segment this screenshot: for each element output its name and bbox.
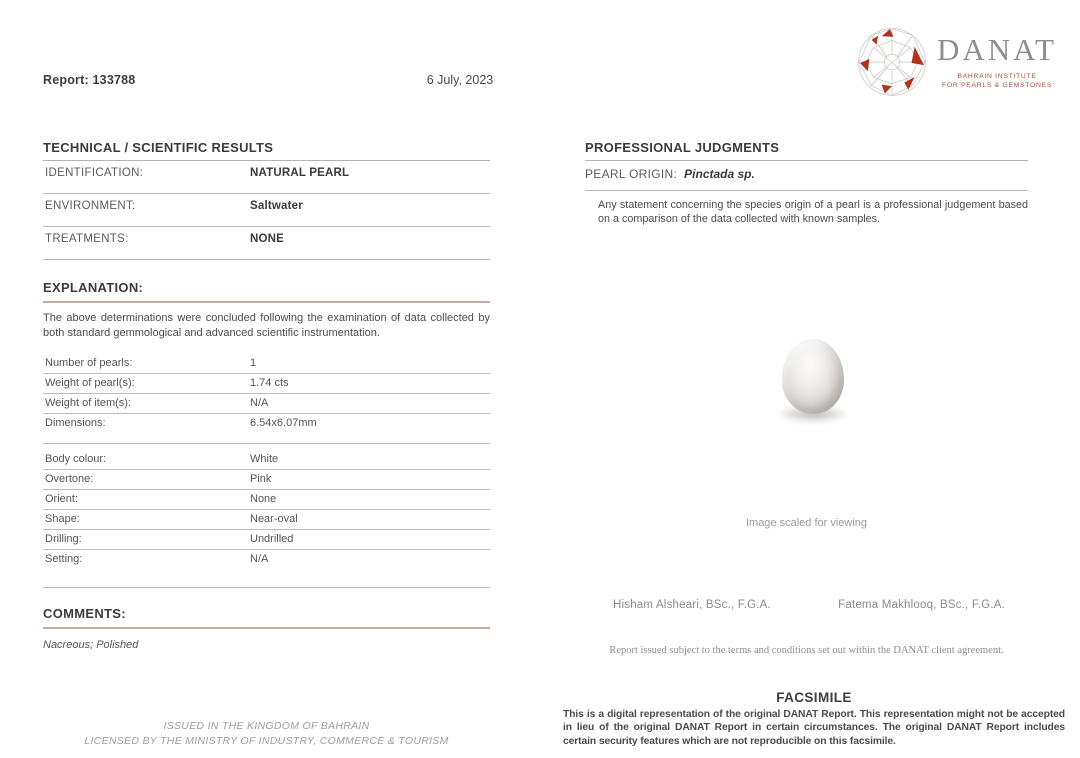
facsimile-title: FACSIMILE xyxy=(776,690,852,705)
table-row xyxy=(43,354,490,374)
danat-emblem-icon xyxy=(856,26,928,98)
brand-subtitle-line1: BAHRAIN INSTITUTE xyxy=(957,72,1037,80)
table-row-environment xyxy=(43,194,490,227)
table-row xyxy=(43,470,490,490)
row-label: ENVIRONMENT: xyxy=(45,200,136,212)
table-row xyxy=(43,490,490,510)
signature-right: Fatema Makhlooq, BSc., F.G.A. xyxy=(838,599,1005,611)
terms-statement: Report issued subject to the terms and conditions set out within the DANAT client agreement. xyxy=(609,645,1004,656)
row-label: Overtone: xyxy=(45,473,94,486)
technical-section-title: TECHNICAL / SCIENTIFIC RESULTS xyxy=(43,140,490,161)
table-row xyxy=(43,374,490,394)
explanation-title: EXPLANATION: xyxy=(43,280,490,303)
pearl-origin-value: Pinctada sp. xyxy=(684,167,755,181)
row-value: White xyxy=(250,453,279,466)
report-date: 6 July, 2023 xyxy=(426,73,494,87)
issued-statement xyxy=(43,719,490,749)
signature-row xyxy=(585,599,1028,611)
professional-judgments-column xyxy=(585,140,1028,226)
danat-logo xyxy=(856,26,1057,98)
row-label: TREATMENTS: xyxy=(45,233,129,245)
table-row xyxy=(43,530,490,550)
issued-line1: ISSUED IN THE KINGDOM OF BAHRAIN xyxy=(163,720,370,732)
properties-table-appearance xyxy=(43,450,490,588)
facsimile-text: This is a digital representation of the original DANAT Report. This representation might not be accepted in lieu of the original DANAT Report in certain circumstances. The original DANAT Report includes certain security features which are not reproducible on this facsimile. xyxy=(563,709,1065,747)
row-value: 1.74 cts xyxy=(250,377,289,390)
row-label: Weight of item(s): xyxy=(45,397,131,410)
judgments-section-title: PROFESSIONAL JUDGMENTS xyxy=(585,140,1028,161)
row-value: N/A xyxy=(250,553,269,566)
row-value: Pink xyxy=(250,473,272,486)
technical-results-column xyxy=(43,140,490,651)
row-value: Saltwater xyxy=(250,200,303,212)
table-row-identification xyxy=(43,161,490,194)
row-label: Setting: xyxy=(45,553,83,566)
explanation-text: The above determinations were concluded following the examination of data collected by both standard gemmological and advanced scientific instrumentation. xyxy=(43,312,490,339)
table-row xyxy=(43,414,490,444)
properties-table-measurements xyxy=(43,354,490,444)
signature-left: Hisham Alsheari, BSc., F.G.A. xyxy=(613,599,771,611)
report-number: Report: 133788 xyxy=(43,73,136,87)
row-label: Dimensions: xyxy=(45,417,106,430)
row-label: IDENTIFICATION: xyxy=(45,167,144,179)
table-row xyxy=(43,394,490,414)
row-label: Orient: xyxy=(45,493,79,506)
row-value: Near-oval xyxy=(250,513,298,526)
row-label: Body colour: xyxy=(45,453,107,466)
comments-text: Nacreous; Polished xyxy=(43,639,139,652)
row-label: Weight of pearl(s): xyxy=(45,377,135,390)
brand-text xyxy=(937,33,1057,90)
row-label: Number of pearls: xyxy=(45,357,133,370)
table-row-treatments xyxy=(43,227,490,260)
comments-title: COMMENTS: xyxy=(43,606,490,629)
table-row xyxy=(43,510,490,530)
row-label: Shape: xyxy=(45,513,80,526)
table-row xyxy=(43,550,490,588)
row-value: N/A xyxy=(250,397,269,410)
brand-subtitle-line2: FOR PEARLS & GEMSTONES xyxy=(941,82,1053,90)
issued-line2: LICENSED BY THE MINISTRY OF INDUSTRY, COMMERCE & TOURISM xyxy=(84,735,449,748)
row-value: NONE xyxy=(250,233,285,245)
row-label: Drilling: xyxy=(45,533,82,546)
brand-name: DANAT xyxy=(937,32,1058,68)
row-value: 1 xyxy=(250,357,257,370)
row-value: 6.54x6.07mm xyxy=(250,417,317,430)
pearl-origin-row xyxy=(585,161,1028,191)
row-value: None xyxy=(250,493,277,506)
pearl-origin-note: Any statement concerning the species origin of a pearl is a professional judgement based on a comparison of the data collected with known samples. xyxy=(598,199,1028,226)
pearl-origin-label: PEARL ORIGIN: xyxy=(585,167,678,181)
facsimile-section xyxy=(563,690,1065,748)
table-row xyxy=(43,450,490,470)
pearl-image xyxy=(782,339,844,414)
row-value: Undrilled xyxy=(250,533,294,546)
image-caption: Image scaled for viewing xyxy=(745,517,868,529)
row-value: NATURAL PEARL xyxy=(250,167,350,179)
